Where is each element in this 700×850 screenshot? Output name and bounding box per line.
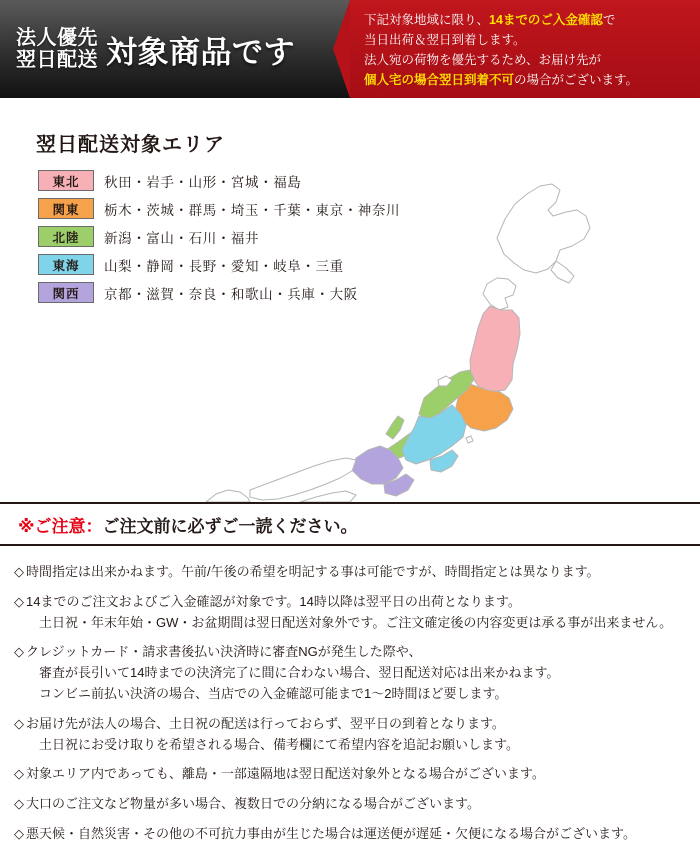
notice-item: [14, 824, 688, 845]
legend-chip: 関西: [38, 282, 94, 303]
notice-bullet: ◇: [14, 766, 24, 782]
notice-heading-black: ご注文前に必ずご一読ください。: [102, 516, 358, 536]
map-legend: [38, 170, 400, 303]
notice-bullet: ◇: [14, 715, 24, 731]
notice-bullet: ◇: [14, 825, 24, 841]
legend-item-hokuriku: [38, 226, 400, 247]
notice-bullet: ◇: [14, 564, 24, 579]
region-aomori: [483, 278, 516, 310]
region-noto: [386, 416, 404, 439]
banner-highlight-1: 14までのご入金確認: [489, 12, 603, 27]
notice-item: [14, 794, 688, 815]
notice-bullet: ◇: [14, 644, 24, 660]
legend-chip: 東北: [38, 170, 94, 191]
legend-prefectures: 山梨・静岡・長野・愛知・岐阜・三重: [104, 258, 344, 274]
notice-line: 審査が長引いて14時までの決済完了に間に合わない場合、翌日配送対応は出来かねます。: [39, 665, 560, 681]
notice-text: [26, 714, 519, 756]
notice-line: 対象エリア内であっても、離島・一部遠隔地は翌日配送対象外となる場合がございます。: [26, 766, 545, 782]
banner-right: [350, 0, 700, 98]
region-shikoku: [300, 491, 356, 502]
legend-chip: 東海: [38, 254, 94, 275]
map-title: 翌日配送対象エリア: [36, 134, 225, 156]
legend-prefectures: 栃木・茨城・群馬・埼玉・千葉・東京・神奈川: [104, 202, 401, 218]
notice-item: [14, 562, 688, 583]
notice-line: 土日祝・年末年始・GW・お盆期間は翌日配送対象外です。ご注文確定後の内容変更は承る事が出来ません。: [39, 614, 673, 630]
banner-headline: 対象商品です: [106, 34, 295, 70]
notice-text: [26, 642, 559, 704]
notice-item: [14, 764, 688, 785]
notice-text: [26, 824, 636, 845]
legend-chip: 北陸: [38, 226, 94, 247]
notice-item: [14, 642, 688, 704]
tag-line-2: 翌日配送: [16, 49, 98, 71]
notice-line: 悪天候・自然災害・その他の不可抗力事由が生じた場合は運送便が遅延・欠便になる場合がございます。: [26, 825, 636, 841]
notice-text: [26, 592, 672, 634]
legend-chip: 関東: [38, 198, 94, 219]
legend-item-tokai: [38, 254, 400, 275]
notice-line: 大口のご注文など物量が多い場合、複数日での分納になる場合がございます。: [26, 796, 480, 812]
notice-item: [14, 714, 688, 756]
banner-note-line-3: 法人宛の荷物を優先するため、お届け先が: [364, 53, 602, 67]
region-tohoku: [470, 306, 520, 392]
banner-highlight-2: 個人宅の場合翌日到着不可: [364, 73, 515, 88]
header-banner: [0, 0, 700, 98]
legend-prefectures: 新潟・富山・石川・福井: [104, 230, 260, 246]
notice-line: 時間指定は出来かねます。午前/午後の希望を明記する事は可能ですが、時間指定とは異なります。: [26, 564, 600, 579]
banner-left: [0, 0, 350, 98]
notice-text: [26, 794, 480, 815]
priority-tag: [16, 27, 106, 72]
notice-line: 土日祝にお受け取りを希望される場合、備考欄にて希望内容を追記お願いします。: [39, 736, 519, 752]
notice-heading: [0, 502, 700, 546]
legend-item-kansai: [38, 282, 400, 303]
notice-list: [0, 546, 700, 845]
notice-text: [26, 764, 545, 785]
banner-note-line-4: 個人宅の場合翌日到着不可の場合がございます。: [364, 73, 639, 88]
notice-heading-red: ※ご注意：: [18, 516, 103, 536]
tag-line-1: 法人優先: [16, 26, 98, 49]
banner-note-line-2: 当日出荷＆翌日到着します。: [364, 32, 526, 47]
notice-bullet: ◇: [14, 593, 24, 609]
notice-line: 14までのご注文およびご入金確認が対象です。14時以降は翌平日の出荷となります。: [26, 593, 521, 609]
notice-line: お届け先が法人の場合、土日祝の配送は行っておらず、翌平日の到着となります。: [26, 715, 505, 731]
legend-item-kanto: [38, 198, 400, 219]
notice-bullet: ◇: [14, 796, 24, 812]
legend-prefectures: 秋田・岩手・山形・宮城・福島: [104, 174, 302, 190]
legend-item-tohoku: [38, 170, 400, 191]
notice-line: クレジットカード・請求書後払い決済時に審査NGが発生した際や、: [26, 644, 422, 660]
notice-item: [14, 592, 688, 634]
region-hokkaido-tail: [551, 261, 574, 283]
notice-text: [26, 562, 600, 583]
notice-line: コンビニ前払い決済の場合、当店での入金確認可能まで1～2時間ほど要します。: [39, 685, 508, 701]
region-hokkaido: [497, 184, 590, 273]
island-izu: [466, 436, 473, 443]
region-kyushu: [206, 490, 250, 502]
legend-prefectures: 京都・滋賀・奈良・和歌山・兵庫・大阪: [104, 286, 358, 302]
map-section: [0, 98, 700, 502]
banner-note-line-1: 下記対象地域に限り、14までのご入金確認で: [364, 12, 616, 27]
